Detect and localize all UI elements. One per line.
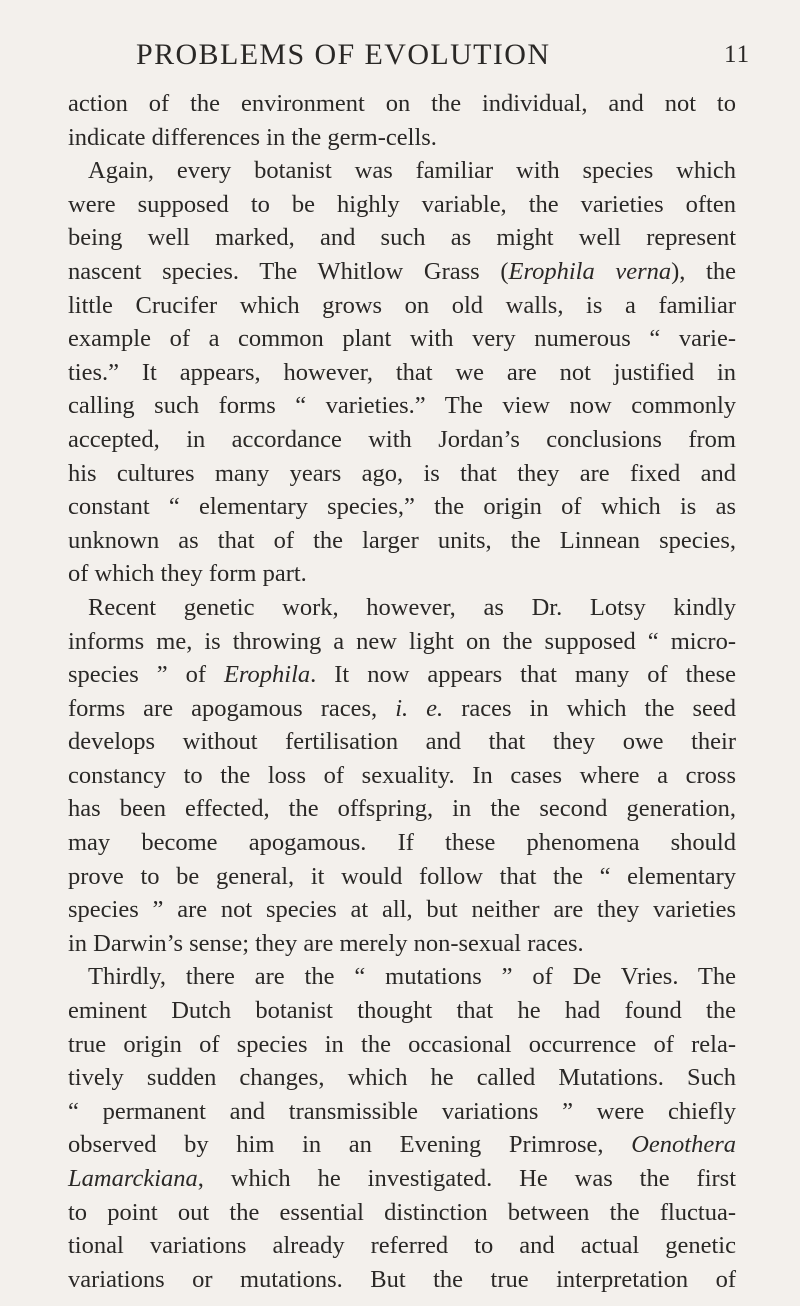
text-line: may become apogamous. If these phenomena should	[68, 829, 736, 857]
text-line: example of a common plant with very numerous “ varie-	[68, 325, 736, 353]
text-line: tively sudden changes, which he called Mutations. Such	[68, 1064, 736, 1092]
text-line: were supposed to be highly variable, the varieties often	[68, 190, 736, 218]
text-line: has been effected, the offspring, in the second generation,	[68, 795, 736, 823]
text-line: observed by him in an Evening Primrose, Oenothera	[68, 1131, 736, 1159]
text-line: of which they form part.	[68, 560, 307, 588]
text-line: his cultures many years ago, is that they are fixed and	[68, 459, 736, 487]
text-line: in Darwin’s sense; they are merely non-sexual races.	[68, 929, 584, 957]
body-text	[68, 87, 736, 1296]
text-line: unknown as that of the larger units, the Linnean species,	[68, 526, 736, 554]
text-line: species ” are not species at all, but neither are they varieties	[68, 896, 736, 924]
text-line: develops without fertilisation and that they owe their	[68, 728, 736, 756]
text-line: tional variations already referred to and actual genetic	[68, 1232, 736, 1260]
running-title: PROBLEMS OF EVOLUTION	[136, 38, 551, 71]
text-line: ties.” It appears, however, that we are not justified in	[68, 358, 736, 386]
text-line: variations or mutations. But the true interpretation of	[68, 1265, 736, 1293]
text-line: Thirdly, there are the “ mutations ” of De Vries. The	[88, 963, 736, 991]
text-line: constant “ elementary species,” the origin of which is as	[68, 493, 736, 521]
text-line: indicate differences in the germ-cells.	[68, 123, 437, 151]
text-line: eminent Dutch botanist thought that he had found the	[68, 997, 736, 1025]
text-line: “ permanent and transmissible variations ” were chiefly	[68, 1097, 736, 1125]
text-line: Lamarckiana, which he investigated. He was the first	[68, 1165, 736, 1192]
text-line: nascent species. The Whitlow Grass (Erophila verna), the	[68, 257, 736, 285]
text-line: constancy to the loss of sexuality. In cases where a cross	[68, 761, 736, 789]
text-line: true origin of species in the occasional occurrence of rela-	[68, 1030, 736, 1058]
text-line: forms are apogamous races, i. e. races in which the seed	[68, 694, 737, 722]
text-line: prove to be general, it would follow that the “ elementary	[68, 862, 736, 890]
running-head	[0, 38, 800, 78]
text-line: calling such forms “ varieties.” The view now commonly	[68, 392, 736, 420]
text-line: Recent genetic work, however, as Dr. Lotsy kindly	[88, 593, 736, 621]
text-line: species ” of Erophila. It now appears that many of these	[68, 661, 736, 689]
text-line: action of the environment on the individual, and not to	[68, 90, 736, 117]
text-line: to point out the essential distinction between the fluctua-	[68, 1198, 736, 1226]
text-line: Again, every botanist was familiar with species which	[88, 157, 736, 185]
text-line: little Crucifer which grows on old walls, is a familiar	[68, 291, 736, 319]
text-line: being well marked, and such as might well represent	[68, 224, 736, 252]
text-line: informs me, is throwing a new light on the supposed “ micro-	[68, 627, 736, 655]
page-number: 11	[724, 41, 751, 68]
text-line: accepted, in accordance with Jordan’s conclusions from	[68, 425, 736, 453]
